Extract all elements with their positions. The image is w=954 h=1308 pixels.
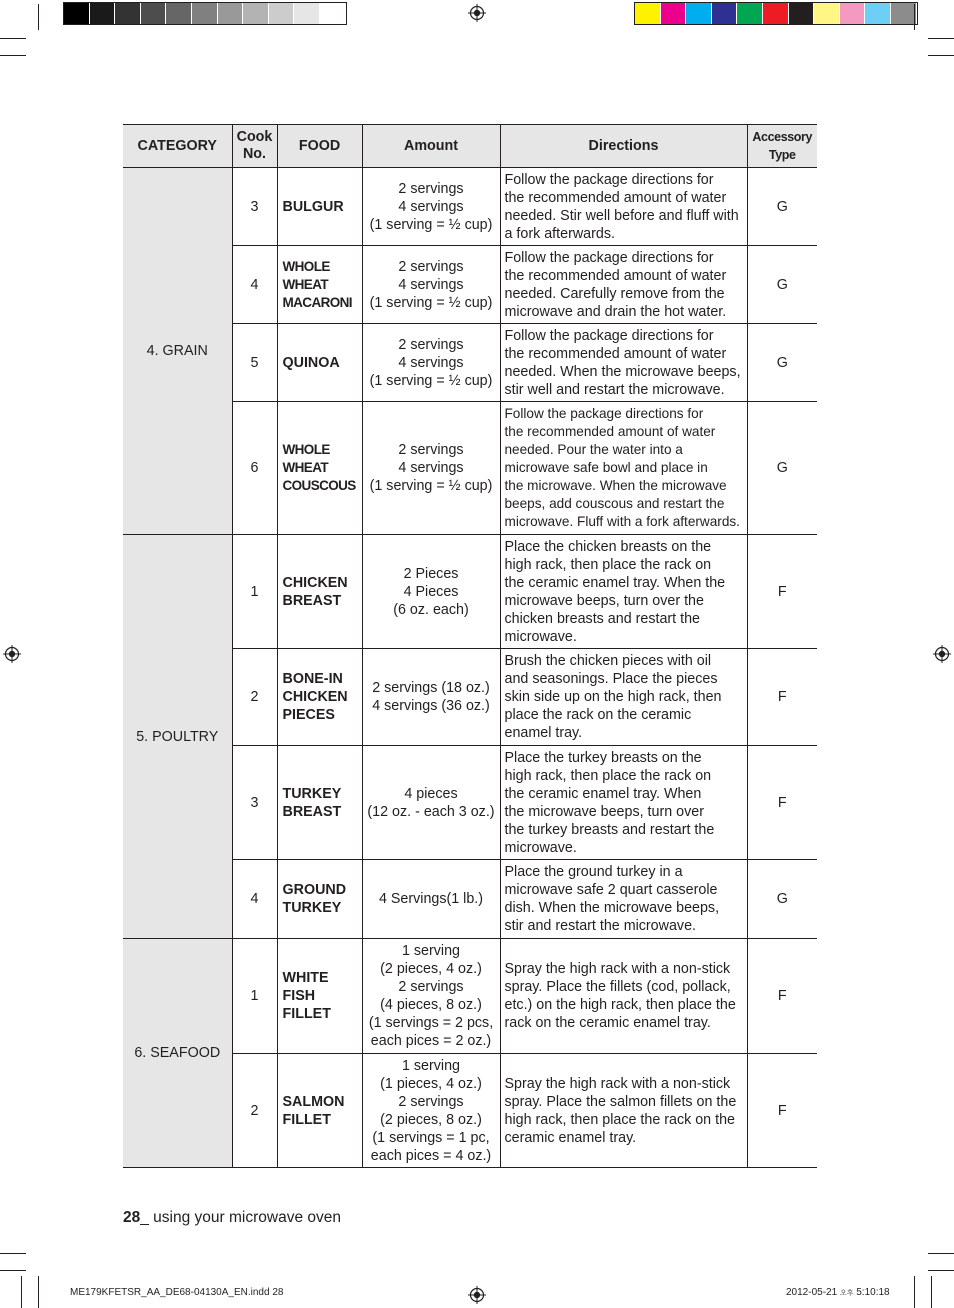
directions-line: the microwave beeps, turn over bbox=[504, 803, 704, 820]
amount-cell bbox=[362, 746, 500, 860]
table-row bbox=[123, 535, 817, 649]
amount-cell bbox=[362, 402, 500, 535]
amount-line: 4 servings bbox=[398, 198, 464, 215]
color-swatch bbox=[115, 3, 141, 24]
grayscale-color-bar bbox=[63, 2, 347, 25]
directions-line: microwave. Fluff with a fork afterwards. bbox=[504, 514, 740, 529]
header-directions: Directions bbox=[500, 125, 747, 168]
food-line: PIECES bbox=[282, 707, 335, 723]
amount-cell bbox=[362, 649, 500, 746]
directions-cell bbox=[500, 649, 747, 746]
page-number: 28 bbox=[123, 1209, 141, 1226]
crop-mark bbox=[928, 38, 954, 39]
color-swatch bbox=[840, 3, 866, 24]
directions-cell bbox=[500, 535, 747, 649]
directions-line: high rack, then place the rack on bbox=[504, 767, 712, 784]
amount-line: 1 serving bbox=[401, 943, 460, 959]
directions-line: Place the ground turkey in a bbox=[504, 864, 683, 880]
directions-line: the recommended amount of water bbox=[504, 345, 727, 362]
amount-line: (1 serving = ½ cup) bbox=[369, 478, 493, 494]
directions-cell bbox=[500, 746, 747, 860]
directions-line: stir well and restart the microwave. bbox=[504, 381, 725, 398]
color-swatch bbox=[166, 3, 192, 24]
directions-cell bbox=[500, 1054, 747, 1168]
directions-line: place the rack on the ceramic bbox=[504, 707, 692, 723]
directions-line: skin side up on the high rack, then bbox=[504, 689, 722, 705]
accessory-cell: G bbox=[747, 402, 817, 535]
amount-line: (4 pieces, 8 oz.) bbox=[380, 997, 482, 1013]
directions-line: etc.) on the high rack, then place the bbox=[504, 997, 736, 1013]
food-line: BREAST bbox=[282, 592, 342, 609]
directions-line: Follow the package directions for bbox=[504, 406, 704, 421]
food-line: TURKEY bbox=[282, 900, 342, 916]
header-accessory-type bbox=[747, 125, 817, 168]
food-line: GROUND bbox=[282, 882, 347, 898]
header-accessory-line: Type bbox=[768, 148, 796, 162]
directions-cell bbox=[500, 939, 747, 1054]
amount-line: 1 serving bbox=[401, 1057, 460, 1074]
directions-line: Place the chicken breasts on the bbox=[504, 538, 712, 555]
food-line: CHICKEN bbox=[282, 574, 348, 591]
cook-no-cell: 4 bbox=[232, 860, 277, 939]
category-cell: 6. SEAFOOD bbox=[123, 939, 232, 1168]
food-cell bbox=[277, 860, 362, 939]
print-slug-timestamp bbox=[786, 1287, 890, 1298]
amount-line: 2 servings bbox=[398, 1093, 464, 1110]
amount-line: (1 servings = 1 pc, bbox=[372, 1129, 490, 1146]
accessory-cell: G bbox=[747, 246, 817, 324]
directions-line: beeps, add couscous and restart the bbox=[504, 496, 725, 511]
accessory-cell: F bbox=[747, 746, 817, 860]
amount-line: (1 pieces, 4 oz.) bbox=[380, 1075, 482, 1092]
accessory-cell: F bbox=[747, 649, 817, 746]
amount-line: 2 servings bbox=[398, 442, 464, 458]
cook-no-cell: 3 bbox=[232, 168, 277, 246]
registration-mark-icon bbox=[468, 4, 486, 22]
table-header-row bbox=[123, 125, 817, 168]
cook-no-cell: 1 bbox=[232, 939, 277, 1054]
amount-cell bbox=[362, 324, 500, 402]
crop-mark bbox=[0, 38, 26, 39]
food-cell bbox=[277, 402, 362, 535]
food-line: MACARONI bbox=[282, 294, 352, 310]
food-line: BREAST bbox=[282, 803, 342, 820]
directions-line: stir and restart the microwave. bbox=[504, 918, 696, 934]
cook-no-cell: 5 bbox=[232, 324, 277, 402]
food-line: WHOLE bbox=[282, 442, 330, 457]
directions-line: Spray the high rack with a non-stick bbox=[504, 961, 731, 977]
amount-cell bbox=[362, 168, 500, 246]
directions-line: the ceramic enamel tray. When the bbox=[504, 574, 726, 591]
directions-line: the ceramic enamel tray. When bbox=[504, 785, 702, 802]
color-swatch bbox=[320, 3, 346, 24]
color-swatch bbox=[814, 3, 840, 24]
food-cell bbox=[277, 324, 362, 402]
directions-line: needed. Pour the water into a bbox=[504, 442, 683, 457]
color-swatch bbox=[712, 3, 738, 24]
table-row bbox=[123, 939, 817, 1054]
directions-line: the recommended amount of water bbox=[504, 267, 727, 284]
crop-mark bbox=[0, 1253, 26, 1254]
crop-mark bbox=[21, 1276, 22, 1308]
color-swatch bbox=[141, 3, 167, 24]
directions-cell bbox=[500, 246, 747, 324]
color-swatch bbox=[64, 3, 90, 24]
registration-mark-icon bbox=[468, 1286, 486, 1304]
directions-line: Follow the package directions for bbox=[504, 249, 714, 266]
directions-line: needed. Stir well before and fluff with bbox=[504, 207, 739, 224]
color-swatch bbox=[192, 3, 218, 24]
directions-line: the microwave. When the microwave bbox=[504, 478, 727, 493]
directions-line: needed. Carefully remove from the bbox=[504, 285, 725, 302]
header-amount: Amount bbox=[362, 125, 500, 168]
directions-line: enamel tray. bbox=[504, 725, 583, 741]
food-line: SALMON bbox=[282, 1093, 345, 1110]
amount-line: 4 servings bbox=[398, 460, 464, 476]
directions-line: chicken breasts and restart the bbox=[504, 610, 700, 627]
amount-cell bbox=[362, 246, 500, 324]
color-swatch bbox=[789, 3, 815, 24]
food-line: WHITE bbox=[282, 970, 329, 986]
accessory-cell: F bbox=[747, 535, 817, 649]
cooking-guide-table bbox=[123, 124, 817, 1168]
process-color-bar bbox=[634, 2, 918, 25]
directions-cell bbox=[500, 324, 747, 402]
amount-cell bbox=[362, 939, 500, 1054]
crop-mark bbox=[928, 55, 954, 56]
print-slug-file: ME179KFETSR_AA_DE68-04130A_EN.indd 28 bbox=[70, 1287, 284, 1298]
amount-cell bbox=[362, 535, 500, 649]
amount-line: 4 servings bbox=[398, 276, 464, 293]
header-cook-no-line: Cook bbox=[236, 129, 273, 145]
amount-line: 4 Servings(1 lb.) bbox=[378, 891, 484, 907]
color-swatch bbox=[661, 3, 687, 24]
cook-no-cell: 3 bbox=[232, 746, 277, 860]
food-line: COUSCOUS bbox=[282, 478, 356, 493]
amount-line: 2 Pieces bbox=[403, 565, 459, 582]
directions-line: microwave safe 2 quart casserole bbox=[504, 882, 718, 898]
amount-line: (12 oz. - each 3 oz.) bbox=[367, 803, 495, 820]
cook-no-cell: 2 bbox=[232, 1054, 277, 1168]
food-line: WHEAT bbox=[282, 460, 328, 475]
amount-line: (1 serving = ½ cup) bbox=[369, 216, 493, 233]
accessory-cell: G bbox=[747, 860, 817, 939]
amount-line: 4 servings bbox=[398, 354, 464, 371]
directions-cell bbox=[500, 860, 747, 939]
crop-mark bbox=[38, 4, 39, 30]
amount-line: 4 servings (36 oz.) bbox=[372, 698, 490, 714]
amount-line: (1 servings = 2 pcs, bbox=[368, 1015, 494, 1031]
food-cell bbox=[277, 939, 362, 1054]
header-category: CATEGORY bbox=[123, 125, 232, 168]
color-swatch bbox=[737, 3, 763, 24]
directions-line: spray. Place the fillets (cod, pollack, bbox=[504, 979, 731, 995]
food-line: CHICKEN bbox=[282, 689, 348, 705]
category-cell: 5. POULTRY bbox=[123, 535, 232, 939]
crop-mark bbox=[0, 1270, 26, 1271]
amount-cell bbox=[362, 1054, 500, 1168]
header-cook-no bbox=[232, 125, 277, 168]
amount-line: 2 servings bbox=[398, 979, 464, 995]
food-line: BONE-IN bbox=[282, 671, 343, 687]
food-cell bbox=[277, 746, 362, 860]
directions-line: needed. When the microwave beeps, bbox=[504, 363, 741, 380]
food-cell bbox=[277, 535, 362, 649]
table-row bbox=[123, 168, 817, 246]
cook-no-cell: 1 bbox=[232, 535, 277, 649]
color-swatch bbox=[243, 3, 269, 24]
cook-no-cell: 2 bbox=[232, 649, 277, 746]
accessory-cell: G bbox=[747, 324, 817, 402]
directions-line: microwave and drain the hot water. bbox=[504, 303, 727, 320]
print-slug-ampm: 오후 bbox=[839, 1290, 854, 1297]
food-line: FILLET bbox=[282, 1006, 331, 1022]
directions-line: Spray the high rack with a non-stick bbox=[504, 1075, 731, 1092]
crop-mark bbox=[914, 4, 915, 30]
food-line: WHOLE bbox=[282, 258, 330, 274]
food-cell bbox=[277, 1054, 362, 1168]
food-cell bbox=[277, 246, 362, 324]
crop-mark bbox=[931, 1276, 932, 1308]
amount-line: each pices = 2 oz.) bbox=[370, 1033, 492, 1049]
directions-line: the turkey breasts and restart the bbox=[504, 821, 715, 838]
color-swatch bbox=[635, 3, 661, 24]
amount-line: 2 servings bbox=[398, 180, 464, 197]
color-swatch bbox=[294, 3, 320, 24]
category-cell: 4. GRAIN bbox=[123, 168, 232, 535]
amount-line: 4 pieces bbox=[404, 785, 458, 802]
directions-line: Brush the chicken pieces with oil bbox=[504, 653, 712, 669]
directions-line: microwave. bbox=[504, 628, 577, 645]
directions-line: the recommended amount of water bbox=[504, 424, 716, 439]
cook-no-cell: 4 bbox=[232, 246, 277, 324]
color-swatch bbox=[763, 3, 789, 24]
print-slug-time: 5:10:18 bbox=[856, 1287, 890, 1298]
print-slug-date: 2012-05-21 bbox=[786, 1287, 838, 1298]
food-line: WHEAT bbox=[282, 276, 328, 292]
accessory-cell: F bbox=[747, 1054, 817, 1168]
page-footer bbox=[123, 1209, 341, 1227]
color-swatch bbox=[686, 3, 712, 24]
food-cell bbox=[277, 168, 362, 246]
amount-line: (1 serving = ½ cup) bbox=[369, 372, 493, 389]
directions-cell bbox=[500, 402, 747, 535]
amount-line: (6 oz. each) bbox=[393, 601, 469, 618]
amount-line: 2 servings bbox=[398, 258, 464, 275]
header-food: FOOD bbox=[277, 125, 362, 168]
directions-line: microwave safe bowl and place in bbox=[504, 460, 708, 475]
crop-mark bbox=[914, 1276, 915, 1308]
food-line: TURKEY bbox=[282, 785, 342, 802]
food-cell bbox=[277, 649, 362, 746]
registration-mark-icon bbox=[933, 645, 951, 663]
accessory-cell: G bbox=[747, 168, 817, 246]
amount-line: (2 pieces, 4 oz.) bbox=[380, 961, 482, 977]
directions-line: microwave. bbox=[504, 839, 577, 856]
color-swatch bbox=[269, 3, 295, 24]
amount-line: (1 serving = ½ cup) bbox=[369, 294, 493, 311]
food-line: FILLET bbox=[282, 1111, 331, 1128]
color-swatch bbox=[90, 3, 116, 24]
crop-mark bbox=[0, 55, 26, 56]
amount-line: 2 servings bbox=[398, 336, 464, 353]
directions-line: spray. Place the salmon fillets on the bbox=[504, 1093, 737, 1110]
amount-cell bbox=[362, 860, 500, 939]
accessory-cell: F bbox=[747, 939, 817, 1054]
crop-mark bbox=[928, 1270, 954, 1271]
food-line: QUINOA bbox=[282, 354, 340, 371]
directions-line: microwave beeps, turn over the bbox=[504, 592, 704, 609]
crop-mark bbox=[928, 1253, 954, 1254]
cook-no-cell: 6 bbox=[232, 402, 277, 535]
directions-line: Follow the package directions for bbox=[504, 171, 714, 188]
directions-line: dish. When the microwave beeps, bbox=[504, 900, 720, 916]
directions-line: Follow the package directions for bbox=[504, 327, 714, 344]
directions-cell bbox=[500, 168, 747, 246]
color-swatch bbox=[891, 3, 917, 24]
directions-line: high rack, then place the rack on the bbox=[504, 1111, 735, 1128]
directions-line: Place the turkey breasts on the bbox=[504, 749, 702, 766]
food-line: BULGUR bbox=[282, 198, 344, 215]
directions-line: and seasonings. Place the pieces bbox=[504, 671, 718, 687]
food-line: FISH bbox=[282, 988, 316, 1004]
amount-line: each pices = 4 oz.) bbox=[370, 1147, 492, 1164]
directions-line: the recommended amount of water bbox=[504, 189, 727, 206]
footer-section-title: _ using your microwave oven bbox=[140, 1209, 341, 1226]
directions-line: a fork afterwards. bbox=[504, 225, 615, 242]
directions-line: high rack, then place the rack on bbox=[504, 556, 712, 573]
crop-mark bbox=[38, 1276, 39, 1308]
color-swatch bbox=[865, 3, 891, 24]
directions-line: ceramic enamel tray. bbox=[504, 1129, 637, 1146]
amount-line: (2 pieces, 8 oz.) bbox=[380, 1111, 482, 1128]
amount-line: 4 Pieces bbox=[403, 583, 459, 600]
amount-line: 2 servings (18 oz.) bbox=[372, 680, 490, 696]
directions-line: rack on the ceramic enamel tray. bbox=[504, 1015, 711, 1031]
color-swatch bbox=[218, 3, 244, 24]
registration-mark-icon bbox=[3, 645, 21, 663]
header-cook-no-line: No. bbox=[242, 146, 267, 162]
header-accessory-line: Accessory bbox=[752, 130, 813, 144]
